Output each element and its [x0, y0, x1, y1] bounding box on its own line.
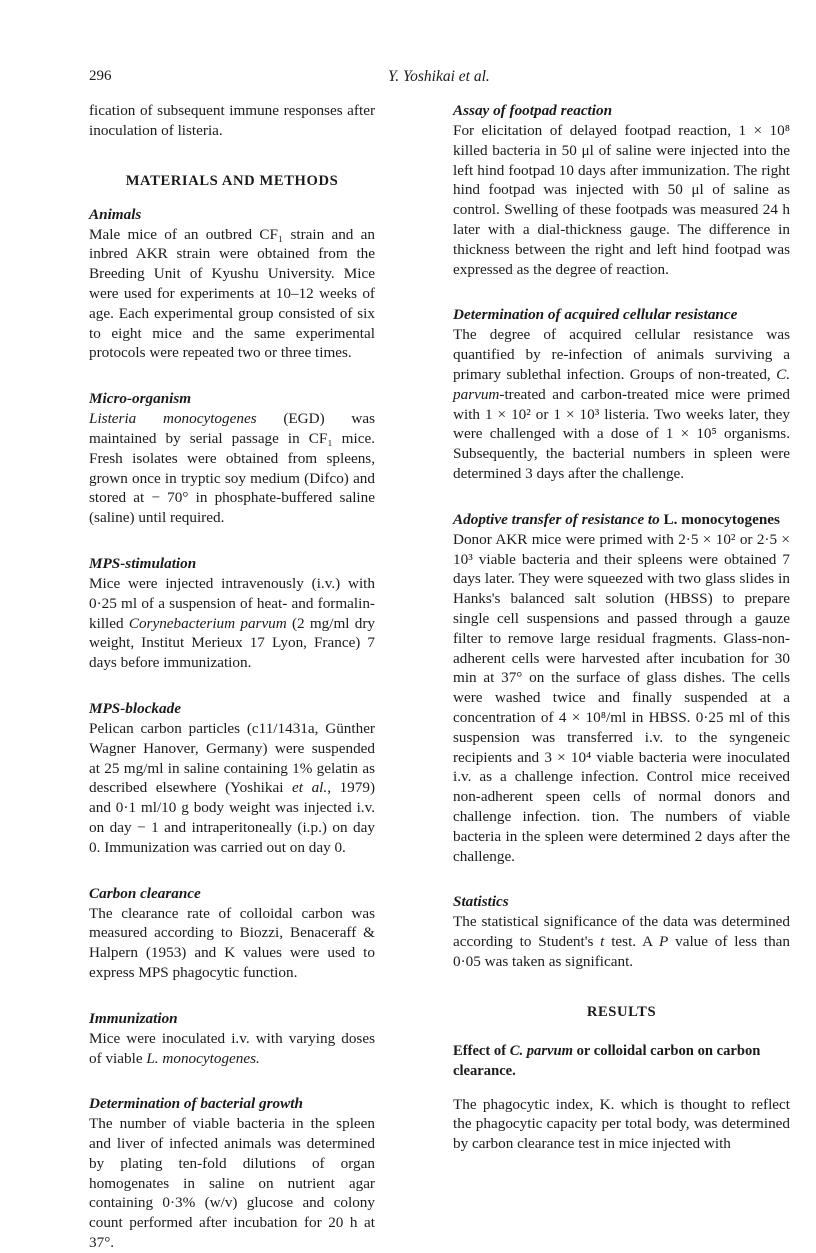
carbon-clearance-heading: Carbon clearance	[89, 884, 201, 902]
mps-stimulation-paragraph: Mice were injected intravenously (i.v.) with 0·25 ml of a suspension of heat- and formalin-killed Corynebacterium parvum (2 mg/ml dry weight, Institut Merieux 17 Lyon, France) 7 days before immunization.	[89, 574, 375, 672]
immunization-paragraph: Mice were inoculated i.v. with varying doses of viable L. monocytogenes.	[89, 1029, 375, 1067]
statistics-paragraph: The statistical significance of the data was determined according to Student's t test. A P value of less than 0·05 was taken as significant.	[453, 913, 790, 970]
bacterial-growth-heading: Determination of bacterial growth	[89, 1095, 303, 1113]
left-column	[89, 101, 375, 1253]
statistics-heading: Statistics	[453, 893, 509, 911]
adoptive-transfer-paragraph: Donor AKR mice were primed with 2·5 × 10² or 2·5 × 10³ viable bacteria and their spleens were obtained 7 days later. They were squeezed with two glass slides in Hanks's balanced salt solution (HBSS) to prepare single cell suspensions and passed through a gauze filter to remove large residual fragments. Glass-non-adherent cells were harvested after incubation for 30 min at 37° on the surface of glass dishes. The cells were washed twice and finally suspended at a concentration of 4 × 10⁸/ml in HBSS. 0·25 ml of this suspension was transferred i.v. to the syngeneic recipients and 3 × 10⁴ viable bacteria were inoculated i.v. as a challenge infection. Control mice received non-adherent speen cells of normal donors and challenge infection. tion. The numbers of viable bacteria in the spleen were determined 2 days after the challenge.	[453, 530, 790, 865]
acquired-resistance-paragraph: The degree of acquired cellular resistance was quantified by re-infection of animals surviving a primary sublethal infection. Groups of non-treated, C. parvum-treated and carbon-treated mice were primed with 1 × 10² or 1 × 10³ listeria. Two weeks later, they were challenged with a dose of 1 × 10⁵ organisms. Subsequently, the bacterial numbers in spleen were determined 3 days after the challenge.	[453, 326, 790, 482]
results-paragraph: The phagocytic index, K. which is thought to reflect the phagocytic capacity per total body, was determined by carbon clearance test in mice injected with	[453, 1095, 790, 1153]
footpad-heading: Assay of footpad reaction	[453, 102, 613, 119]
animals-paragraph: Male mice of an outbred CF₁ strain and an inbred AKR strain were obtained from the Breeding Unit of Kyushu University. Mice were used for experiments at 10–12 weeks of age. Each experimental group consisted of six to eight mice and the same experimental protocols were repeated two or three times.	[89, 225, 375, 362]
micro-organism-heading: Micro-organism	[89, 390, 192, 408]
intro-paragraph: fication of subsequent immune responses after inoculation of listeria.	[89, 102, 375, 139]
mps-blockade-heading: MPS-blockade	[89, 699, 181, 717]
right-column	[453, 101, 790, 1154]
mps-stimulation-heading: MPS-stimulation	[89, 554, 197, 572]
carbon-clearance-paragraph: The clearance rate of colloidal carbon was measured according to Biozzi, Benaceraff & Halpern (1953) and K values were used to express MPS phagocytic function.	[89, 904, 375, 981]
adoptive-transfer-heading: Adoptive transfer of resistance to L. monocytogenes	[453, 510, 780, 528]
species-name: Listeria monocytogenes	[89, 410, 257, 428]
animals-heading: Animals	[89, 205, 142, 223]
page-number: 296	[89, 68, 112, 84]
footpad-paragraph: For elicitation of delayed footpad reaction, 1 × 10⁸ killed bacteria in 50 μl of saline were injected into the left hind footpad 10 days after immunization. The right hind footpad was injected with 50 μl of saline as control. Swelling of these footpads was measured 24 h later with a dial-thickness gauge. The difference in thickness between the right and left hind footpad was expressed as the degree of reaction.	[453, 122, 790, 278]
acquired-resistance-heading: Determination of acquired cellular resistance	[453, 306, 738, 324]
immunization-heading: Immunization	[89, 1009, 178, 1027]
materials-methods-heading: MATERIALS AND METHODS	[125, 172, 339, 189]
page-header	[0, 68, 816, 90]
micro-organism-paragraph: Listeria monocytogenes (EGD) was maintained by serial passage in CF₁ mice. Fresh isolates were obtained from spleens, grown once in tryptic soy medium (Difco) and stored at − 70° in phosphate-buffered saline (saline) until required.	[89, 410, 375, 527]
mps-blockade-paragraph: Pelican carbon particles (c11/1431a, Günther Wagner Hanover, Germany) were suspended at 25 mg/ml in saline containing 1% gelatin as described elsewhere (Yoshikai et al., 1979) and 0·1 ml/10 g body weight was injected i.v. on day − 1 and intraperitoneally (i.p.) on day 0. Immunization was carried out on day 0.	[89, 719, 375, 856]
running-title: Y. Yoshikai et al.	[388, 68, 490, 85]
results-heading: RESULTS	[586, 1003, 657, 1020]
effect-subheading: Effect of C. parvum or colloidal carbon on carbon clearance.	[453, 1042, 761, 1079]
bacterial-growth-paragraph: The number of viable bacteria in the spleen and liver of infected animals was determined by plating ten-fold dilutions of organ homogenates in saline on nutrient agar containing 0·3% (w/v) glucose and colony count performed after incubation for 20 h at 37°.	[89, 1115, 375, 1252]
